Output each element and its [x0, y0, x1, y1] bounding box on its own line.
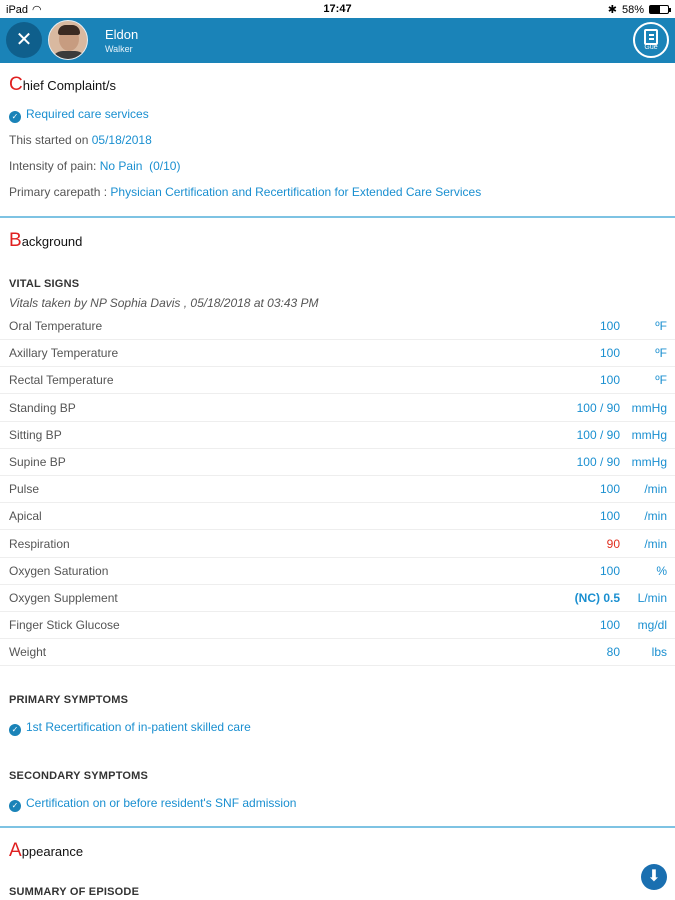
- vital-value: 100: [599, 373, 620, 388]
- check-circle-icon: ✓: [9, 800, 21, 812]
- vital-name: Weight: [9, 645, 47, 660]
- vital-unit: mmHg: [631, 427, 667, 442]
- vital-value: 100: [599, 482, 620, 497]
- vital-unit: lbs: [651, 645, 667, 660]
- vital-name: Finger Stick Glucose: [9, 618, 120, 633]
- appearance-heading: A ppearance: [9, 840, 84, 861]
- vital-row: [0, 367, 675, 394]
- close-button[interactable]: [6, 22, 42, 58]
- vital-value: (NC) 0.5: [574, 591, 620, 605]
- vital-value: 100 / 90: [576, 427, 620, 442]
- vital-name: Supine BP: [9, 455, 66, 469]
- section-divider: [0, 826, 675, 828]
- vital-name: Apical: [9, 509, 42, 524]
- battery-percent: 58%: [621, 3, 644, 16]
- vital-name: Pulse: [9, 482, 40, 497]
- vital-name: Oral Temperature: [9, 319, 103, 333]
- carepath-line: Primary carepath : Physician Certification and Recertification for Extended Care Services: [9, 185, 482, 199]
- vital-row: [0, 558, 675, 585]
- vital-value: 80: [606, 645, 620, 660]
- vital-name: Sitting BP: [9, 427, 62, 442]
- vital-row: [0, 531, 675, 558]
- bluetooth-icon: ✱: [607, 4, 617, 16]
- vital-row: [0, 340, 675, 367]
- vital-unit: mg/dl: [637, 618, 667, 633]
- vital-unit: /min: [644, 482, 667, 497]
- arrow-down-icon: ⬇: [647, 868, 661, 885]
- document-button-label: Gue: [644, 44, 658, 51]
- vital-name: Axillary Temperature: [9, 346, 119, 361]
- vital-name: Respiration: [9, 536, 70, 551]
- vital-value: 100: [599, 319, 620, 333]
- vital-row: [0, 449, 675, 476]
- close-icon: ✕: [15, 29, 33, 51]
- vital-row: [0, 395, 675, 422]
- document-edit-icon: [644, 29, 658, 45]
- vital-signs-heading: VITAL SIGNS: [9, 278, 80, 290]
- vital-row: [0, 503, 675, 530]
- section-divider: [0, 216, 675, 218]
- vital-row: [0, 585, 675, 612]
- status-bar: [0, 0, 675, 18]
- check-circle-icon: ✓: [9, 111, 21, 123]
- vital-value: 90: [606, 536, 620, 551]
- vital-name: Standing BP: [9, 400, 76, 415]
- patient-last-name: Walker: [105, 44, 133, 54]
- battery-icon: [649, 5, 669, 14]
- scroll-down-button[interactable]: [641, 864, 667, 890]
- pain-line: Intensity of pain: No Pain (0/10): [9, 159, 181, 173]
- patient-header: [0, 18, 675, 63]
- vital-value: 100: [599, 346, 620, 361]
- secondary-symptoms-heading: SECONDARY SYMPTOMS: [9, 770, 149, 782]
- vital-unit: ºF: [655, 373, 667, 388]
- vital-unit: %: [656, 563, 667, 578]
- vital-value: 100: [599, 563, 620, 578]
- vital-unit: mmHg: [631, 400, 667, 415]
- secondary-symptom-item: ✓ Certification on or before resident's SNF admission: [9, 796, 296, 812]
- primary-symptoms-heading: PRIMARY SYMPTOMS: [9, 694, 129, 706]
- vital-value: 100 / 90: [576, 400, 620, 415]
- primary-symptom-item: ✓ 1st Recertification of in-patient skilled care: [9, 720, 251, 736]
- vital-row: [0, 612, 675, 639]
- vital-unit: L/min: [637, 591, 667, 605]
- clock: 17:47: [323, 3, 352, 15]
- patient-first-name: Eldon: [105, 27, 139, 42]
- vital-unit: ºF: [655, 319, 667, 333]
- avatar: [48, 20, 88, 60]
- background-heading: B ackground: [9, 230, 83, 251]
- vital-unit: ºF: [655, 346, 667, 361]
- vital-name: Oxygen Saturation: [9, 563, 109, 578]
- vital-value: 100 / 90: [576, 455, 620, 469]
- vital-row: [0, 639, 675, 666]
- vitals-taken-note: Vitals taken by NP Sophia Davis , 05/18/2018 at 03:43 PM: [9, 296, 319, 310]
- vital-name: Oxygen Supplement: [9, 591, 118, 605]
- check-circle-icon: ✓: [9, 724, 21, 736]
- document-button[interactable]: [633, 22, 669, 58]
- vital-unit: /min: [644, 536, 667, 551]
- summary-of-episode-heading: SUMMARY OF EPISODE: [9, 886, 140, 898]
- onset-line: This started on 05/18/2018: [9, 133, 152, 147]
- chief-complaint-heading: C hief Complaint/s: [9, 74, 116, 95]
- vital-row: [0, 422, 675, 449]
- vital-value: 100: [599, 509, 620, 524]
- vital-unit: mmHg: [631, 455, 667, 469]
- vital-row: [0, 476, 675, 503]
- required-services-item: ✓ Required care services: [9, 107, 149, 123]
- vital-name: Rectal Temperature: [9, 373, 114, 388]
- vital-value: 100: [599, 618, 620, 633]
- device-label: iPad: [6, 3, 29, 16]
- vital-row: [0, 313, 675, 340]
- vital-unit: /min: [644, 509, 667, 524]
- wifi-icon: ◠: [32, 4, 42, 16]
